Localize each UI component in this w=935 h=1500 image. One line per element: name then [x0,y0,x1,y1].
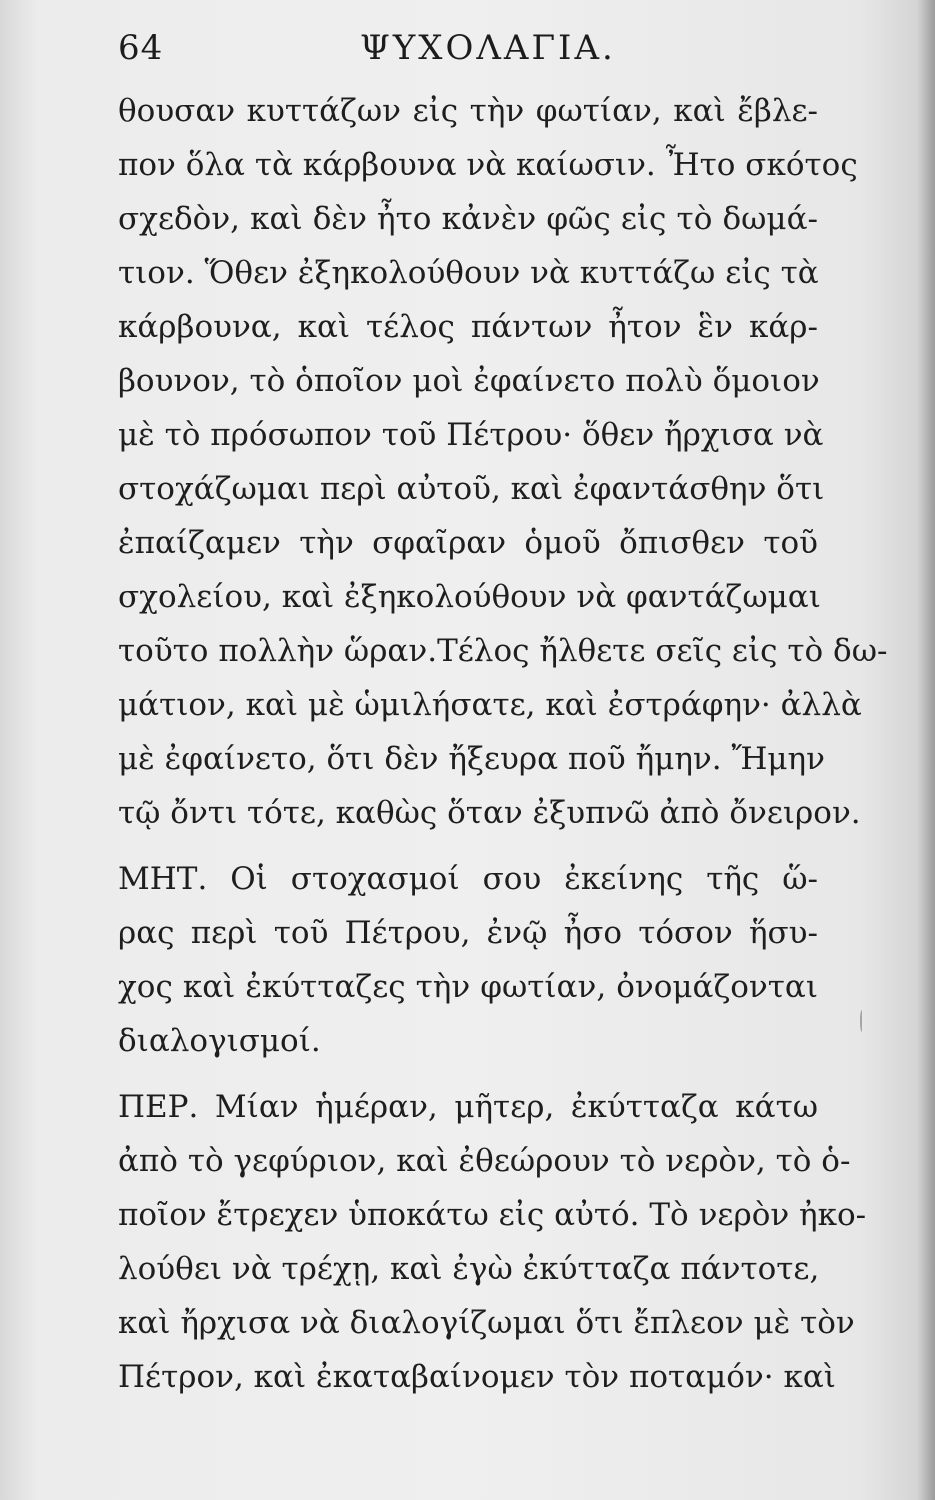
text-line: τῷ ὄντι τότε, καθὼς ὅταν ἐξυπνῶ ἀπὸ ὄνειρον. [118,795,861,831]
text-line: στοχάζωμαι περὶ αὐτοῦ, καὶ ἐφαντάσθην ὅτι [118,471,825,507]
page-header [0,22,935,74]
text-line: ἐπαίζαμεν τὴν σφαῖραν ὁμοῦ ὄπισθεν τοῦ [118,525,818,561]
paragraph-1 [118,84,888,840]
text-line: μὲ ἐφαίνετο, ὅτι δὲν ἤξευρα ποῦ ἤμην. Ἤμην [118,741,825,777]
text-line: διαλογισμοί. [118,1023,321,1059]
text-line: μὲ τὸ πρόσωπον τοῦ Πέτρου· ὅθεν ἤρχισα νὰ [118,417,824,453]
text-line: πον ὅλα τὰ κάρβουνα νὰ καίωσιν. Ἦτο σκότος [118,147,858,183]
text-line: θουσαν κυττάζων εἰς τὴν φωτίαν, καὶ ἔβλε- [118,93,818,129]
text-line: ΜΗΤ. Οἱ στοχασμοί σου ἐκείνης τῆς ὥ- [118,861,818,897]
text-line: τοῦτο πολλὴν ὥραν.Τέλος ἤλθετε σεῖς εἰς τὸ δω- [118,633,888,669]
text-line: καὶ ἤρχισα νὰ διαλογίζωμαι ὅτι ἔπλεον μὲ τὸν [118,1305,855,1341]
paragraph-2 [118,852,818,1068]
text-line: χος καὶ ἐκύτταζες τὴν φωτίαν, ὀνομάζονται [118,969,818,1005]
margin-mark [860,1010,865,1032]
page-edge-shadow [917,0,935,1500]
paragraph-gap [118,1068,818,1080]
text-line: ποῖον ἔτρεχεν ὑποκάτω εἰς αὐτό. Τὸ νερὸν ἠκο- [118,1197,867,1233]
text-line: Πέτρον, καὶ ἐκαταβαίνομεν τὸν ποταμόν· καὶ [118,1359,836,1395]
text-line: ρας περὶ τοῦ Πέτρου, ἐνῷ ἦσο τόσον ἥσυ- [118,915,818,951]
page-body [118,84,888,1404]
text-line: σχεδὸν, καὶ δὲν ἦτο κἀνὲν φῶς εἰς τὸ δωμά- [118,201,818,237]
text-line: ἀπὸ τὸ γεφύριον, καὶ ἐθεώρουν τὸ νερὸν, τὸ ὁ- [118,1143,851,1179]
text-line: μάτιον, καὶ μὲ ὡμιλήσατε, καὶ ἐστράφην· ἀλλὰ [118,687,862,723]
text-line: τιον. Ὅθεν ἐξηκολούθουν νὰ κυττάζω εἰς τὰ [118,255,819,291]
text-line: λούθει νὰ τρέχῃ, καὶ ἐγὼ ἐκύτταζα πάντοτε, [118,1251,820,1287]
text-line: ΠΕΡ. Μίαν ἡμέραν, μῆτερ, ἐκύτταζα κάτω [118,1089,818,1125]
page-number: 64 [118,28,164,68]
paragraph-gap [118,840,818,852]
text-line: κάρβουνα, καὶ τέλος πάντων ἦτον ἓν κάρ- [118,309,818,345]
text-line: βουνον, τὸ ὁποῖον μοὶ ἐφαίνετο πολὺ ὅμοιον [118,363,820,399]
paragraph-3 [118,1080,867,1404]
text-line: σχολείου, καὶ ἐξηκολούθουν νὰ φαντάζωμαι [118,579,821,615]
running-title: ΨΥΧΟΛΑΓΙΑ. [360,28,616,68]
